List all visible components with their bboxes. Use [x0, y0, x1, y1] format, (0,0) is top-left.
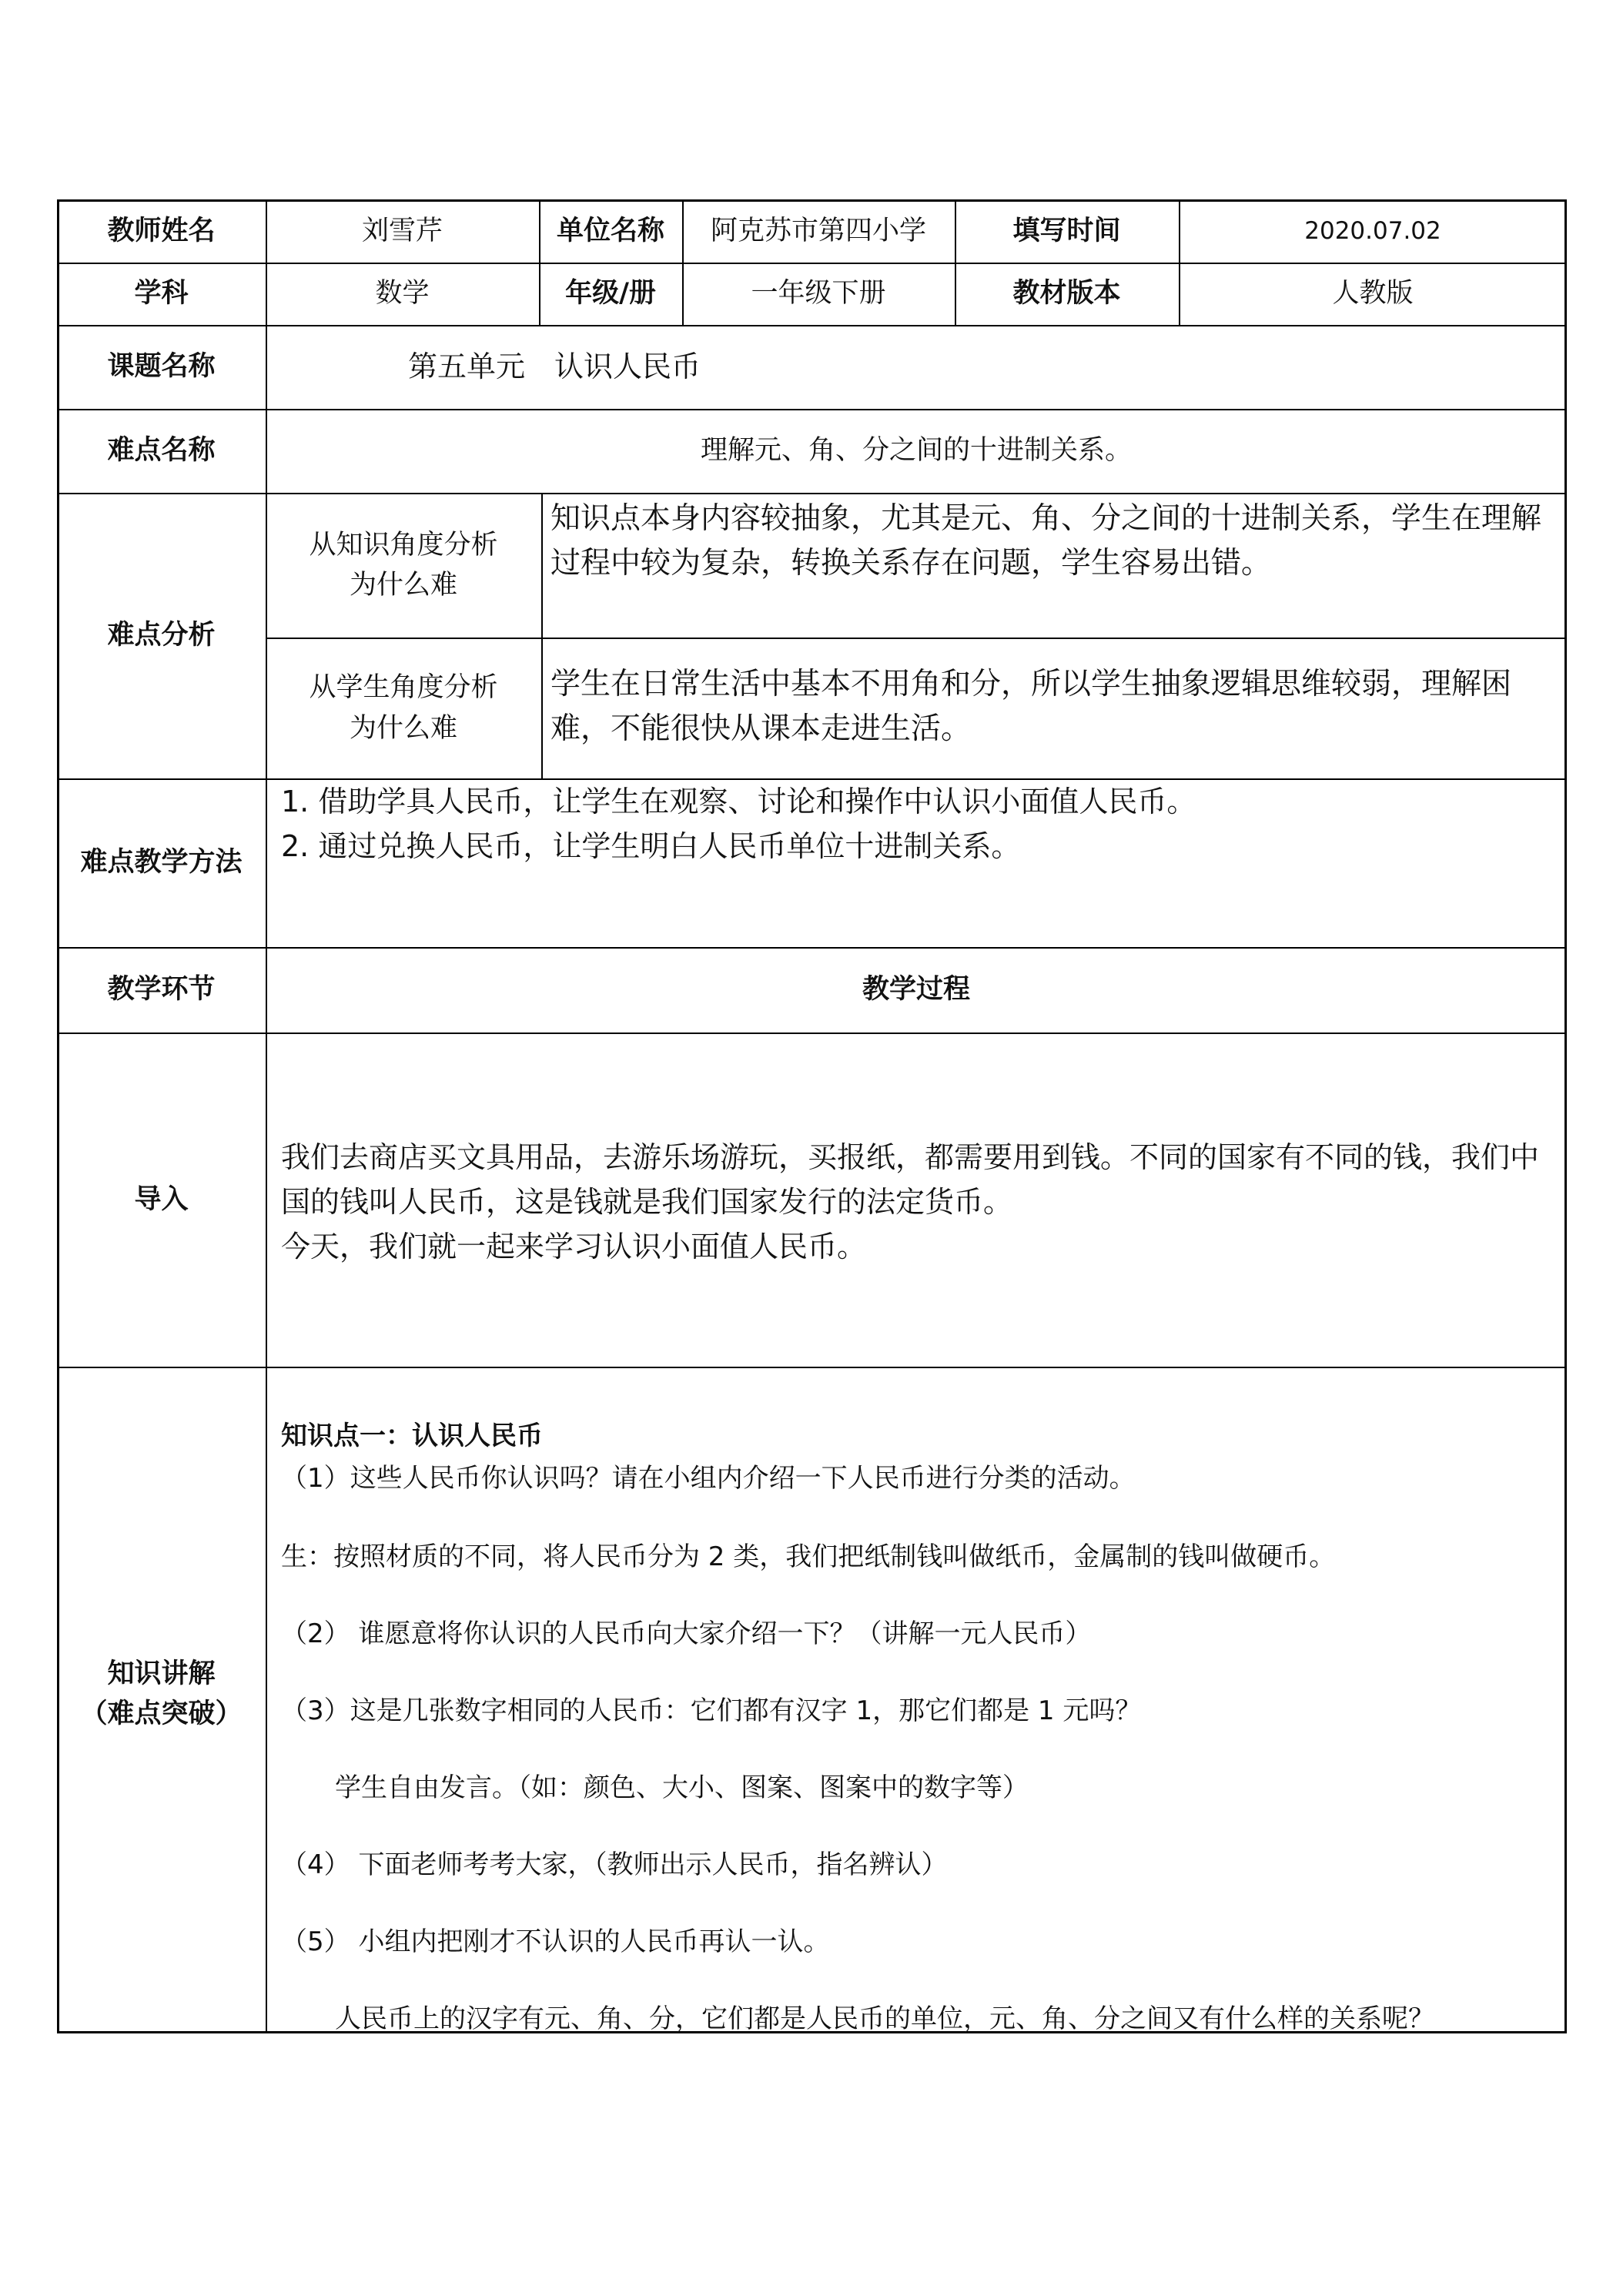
- lecture-line: （4） 下面老师考考大家，（教师出示人民币，指名辨认）: [281, 1849, 948, 1880]
- lecture-line: 人民币上的汉字有元、角、分，它们都是人民币的单位，元、角、分之间又有什么样的关系呢？: [335, 2003, 1434, 2034]
- topic-value: 第五单元 认识人民币: [408, 350, 701, 383]
- method-item: 1. 借助学具人民币，让学生在观察、讨论和操作中认识小面值人民币。: [281, 785, 1196, 818]
- edition-value: 人教版: [1332, 278, 1414, 310]
- lecture-line: 生：按照材质的不同，将人民币分为 2 类，我们把纸制钱叫做纸币，金属制的钱叫做硬币。: [281, 1541, 1336, 1572]
- stage-header: 教学环节: [107, 974, 216, 1006]
- lecture-line: （3）这是几张数字相同的人民币：它们都有汉字 1，那它们都是 1 元吗？: [281, 1695, 1142, 1726]
- unit-value: 阿克苏市第四小学: [710, 215, 926, 246]
- lecture-line: 学生自由发言。（如：颜色、大小、图案、图案中的数字等）: [335, 1772, 1029, 1803]
- column-divider: [541, 493, 543, 778]
- student-angle-text: 学生在日常生活中基本不用角和分，所以学生抽象逻辑思维较弱，理解困难，不能很快从课本走进生活。: [550, 667, 1512, 746]
- topic-label: 课题名称: [107, 351, 216, 383]
- student-angle-label: 从学生角度分析为什么难: [309, 672, 498, 744]
- difficulty-value: 理解元、角、分之间的十进制关系。: [700, 435, 1132, 467]
- process-header: 教学过程: [862, 974, 970, 1006]
- teacher-label: 教师姓名: [107, 215, 216, 246]
- method-label: 难点教学方法: [80, 847, 243, 879]
- method-item: 2. 通过兑换人民币，让学生明白人民币单位十进制关系。: [281, 829, 1021, 863]
- knowledge-angle-label: 从知识角度分析为什么难: [309, 529, 498, 601]
- edition-label: 教材版本: [1012, 278, 1121, 310]
- intro-label: 导入: [134, 1183, 189, 1215]
- date-label: 填写时间: [1012, 215, 1121, 246]
- knowledge-angle-text: 知识点本身内容较抽象，尤其是元、角、分之间的十进制关系，学生在理解过程中较为复杂，转换关系存在问题，学生容易出错。: [550, 501, 1542, 581]
- grade-label: 年级/册: [565, 278, 656, 310]
- grade-value: 一年级下册: [751, 278, 886, 310]
- intro-paragraph: 我们去商店买文具用品，去游乐场游玩，买报纸，都需要用到钱。不同的国家有不同的钱，我们中国的钱叫人民币，这是钱就是我们国家发行的法定货币。: [281, 1140, 1540, 1219]
- teacher-value: 刘雪芹: [361, 215, 443, 246]
- intro-paragraph: 今天，我们就一起来学习认识小面值人民币。: [281, 1230, 867, 1263]
- lecture-label-line: 知识讲解: [107, 1658, 216, 1689]
- lecture-label-line: （难点突破）: [80, 1699, 243, 1729]
- method-list: [281, 779, 1559, 869]
- lecture-label: [57, 1648, 266, 1740]
- analysis-label: 难点分析: [107, 620, 216, 651]
- subject-label: 学科: [134, 278, 189, 310]
- lecture-line: （1）这些人民币你认识吗？请在小组内介绍一下人民币进行分类的活动。: [281, 1463, 1136, 1494]
- unit-label: 单位名称: [556, 215, 664, 246]
- lecture-heading: 知识点一：认识人民币: [281, 1421, 543, 1451]
- date-value: 2020.07.02: [1304, 216, 1441, 245]
- subject-value: 数学: [375, 278, 430, 310]
- difficulty-label: 难点名称: [107, 435, 216, 467]
- lecture-line: （5） 小组内把刚才不认识的人民币再认一认。: [281, 1926, 830, 1957]
- row-divider: [57, 1033, 1567, 1034]
- row-divider: [57, 1367, 1567, 1368]
- intro-text: [281, 1135, 1559, 1269]
- lecture-line: （2） 谁愿意将你认识的人民币向大家介绍一下？（讲解一元人民币）: [281, 1618, 1092, 1649]
